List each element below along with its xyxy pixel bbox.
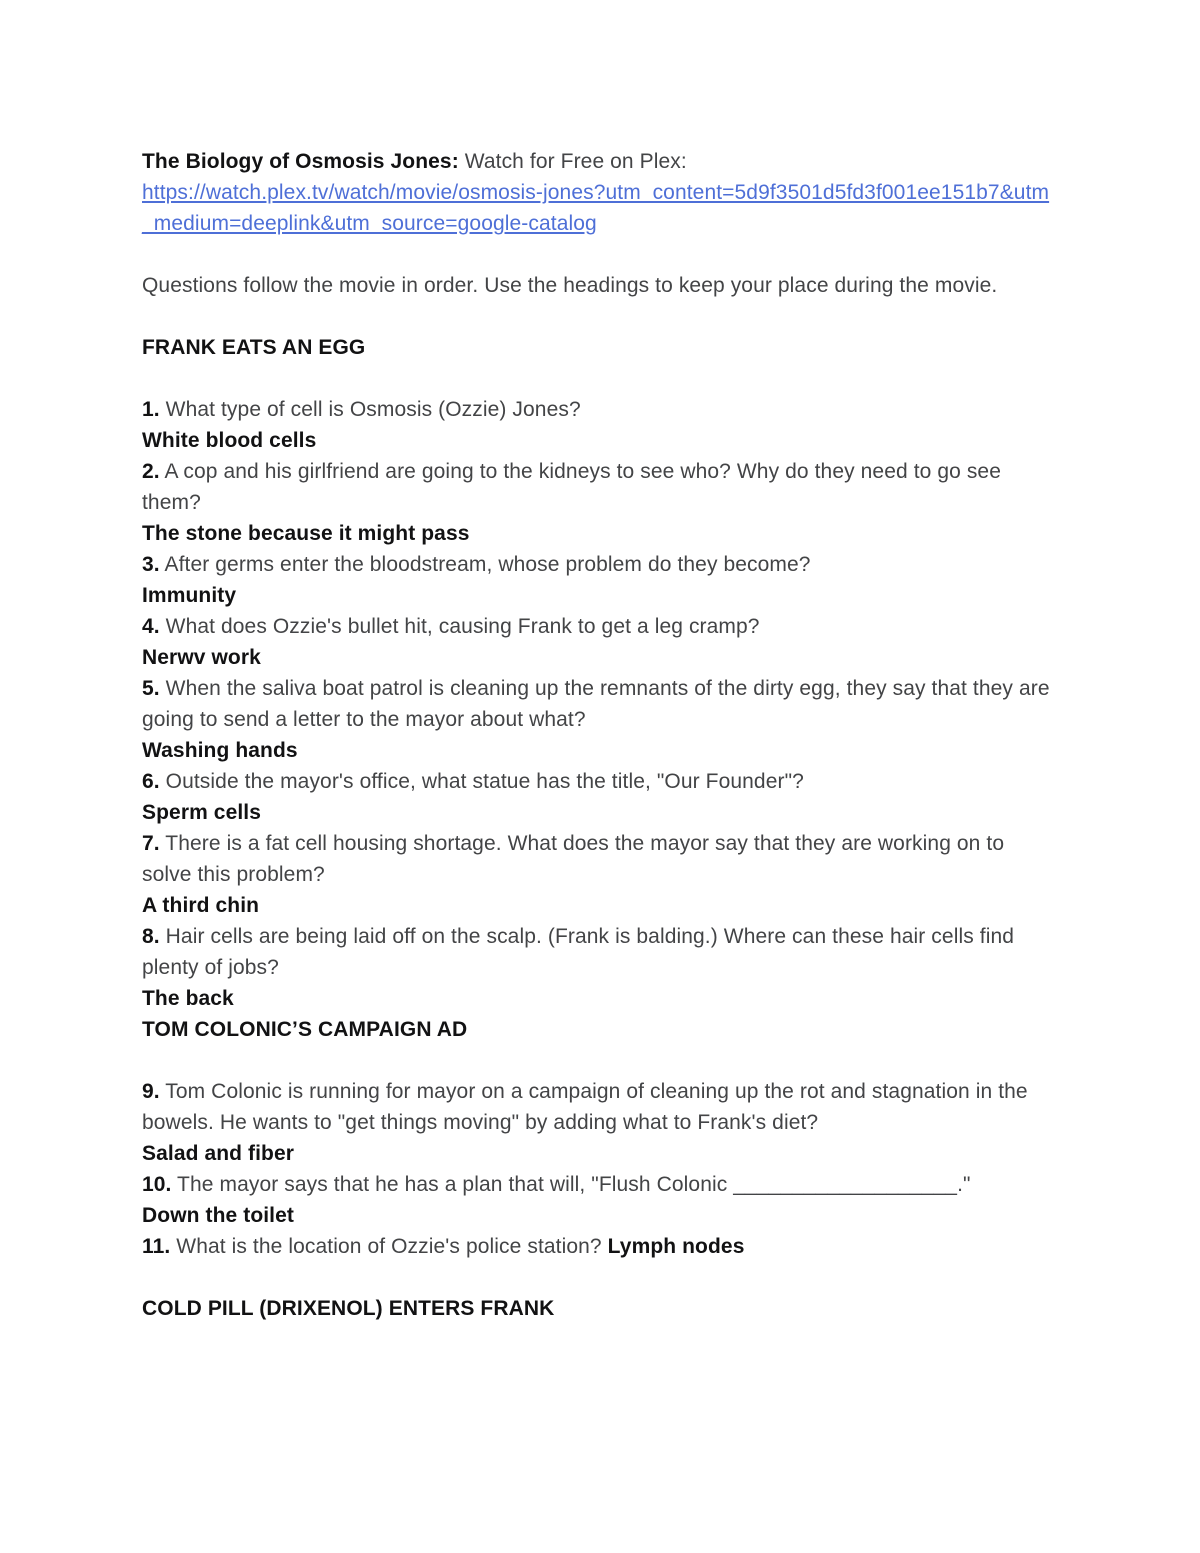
body-text: Hair cells are being laid off on the scalp. (Frank is balding.) Where can these hair cells find plenty of jobs? [142, 925, 1020, 979]
bold-text: 1. [142, 398, 160, 421]
bold-text: 8. [142, 925, 160, 948]
bold-text: The stone because it might pass [142, 522, 470, 545]
bold-text: The back [142, 987, 234, 1010]
bold-text: 7. [142, 832, 160, 855]
body-text: What is the location of Ozzie's police station? [170, 1235, 608, 1258]
bold-text: 10. [142, 1173, 172, 1196]
section-heading-line [142, 1014, 1058, 1045]
body-text: There is a fat cell housing shortage. What does the mayor say that they are working on to solve this problem? [142, 832, 1011, 886]
blank-line [142, 301, 1058, 332]
bold-text: Lymph nodes [607, 1235, 745, 1258]
bold-text: 6. [142, 770, 160, 793]
question-line [142, 456, 1058, 518]
blank-line [142, 1045, 1058, 1076]
blank-line [142, 1262, 1058, 1293]
bold-text: Immunity [142, 584, 237, 607]
bold-text: White blood cells [142, 429, 317, 452]
question-line [142, 766, 1058, 797]
question-line [142, 921, 1058, 983]
answer-line [142, 983, 1058, 1014]
bold-text: COLD PILL (DRIXENOL) ENTERS FRANK [142, 1297, 555, 1320]
body-text: Watch for Free on Plex: [458, 150, 687, 173]
question-line [142, 611, 1058, 642]
document-body [142, 146, 1058, 1324]
question-line [142, 673, 1058, 735]
bold-text: Down the toilet [142, 1204, 294, 1227]
answer-line [142, 797, 1058, 828]
title-line [142, 146, 1058, 177]
body-text: After germs enter the bloodstream, whose problem do they become? [159, 553, 811, 576]
bold-text: Salad and fiber [142, 1142, 295, 1165]
question-line [142, 1231, 1058, 1262]
bold-text: Washing hands [142, 739, 298, 762]
answer-line [142, 735, 1058, 766]
answer-line [142, 518, 1058, 549]
answer-line [142, 642, 1058, 673]
plex-movie-link[interactable]: https://watch.plex.tv/watch/movie/osmosis-jones?utm_content=5d9f3501d5fd3f001ee151b7&utm_medium=deeplink&utm_source=google-catalog [142, 181, 1050, 235]
body-text: Tom Colonic is running for mayor on a campaign of cleaning up the rot and stagnation in the bowels. He wants to "get things moving" by adding what to Frank's diet? [142, 1080, 1034, 1134]
question-line [142, 1169, 1058, 1200]
answer-line [142, 1200, 1058, 1231]
body-text: Questions follow the movie in order. Use the headings to keep your place during the movie. [142, 274, 998, 297]
answer-line [142, 1138, 1058, 1169]
body-text: What does Ozzie's bullet hit, causing Frank to get a leg cramp? [159, 615, 760, 638]
answer-line [142, 580, 1058, 611]
bold-text: 2. [142, 460, 160, 483]
intro-line [142, 270, 1058, 301]
link-line [142, 177, 1058, 239]
body-text: The mayor says that he has a plan that will, "Flush Colonic ___________________." [171, 1173, 971, 1196]
body-text: What type of cell is Osmosis (Ozzie) Jones? [159, 398, 581, 421]
bold-text: 4. [142, 615, 160, 638]
bold-text: 9. [142, 1080, 160, 1103]
bold-text: Sperm cells [142, 801, 261, 824]
bold-text: 11. [142, 1235, 171, 1258]
blank-line [142, 239, 1058, 270]
question-line [142, 549, 1058, 580]
section-heading-line [142, 1293, 1058, 1324]
question-line [142, 828, 1058, 890]
blank-line [142, 363, 1058, 394]
answer-line [142, 425, 1058, 456]
question-line [142, 394, 1058, 425]
section-heading-line [142, 332, 1058, 363]
body-text: A cop and his girlfriend are going to the kidneys to see who? Why do they need to go see them? [142, 460, 1007, 514]
body-text: When the saliva boat patrol is cleaning up the remnants of the dirty egg, they say that they are going to send a letter to the mayor about what? [142, 677, 1056, 731]
bold-text: 5. [142, 677, 160, 700]
bold-text: A third chin [142, 894, 260, 917]
body-text: Outside the mayor's office, what statue has the title, "Our Founder"? [159, 770, 804, 793]
answer-line [142, 890, 1058, 921]
bold-text: 3. [142, 553, 160, 576]
bold-text: Nerwv work [142, 646, 261, 669]
question-line [142, 1076, 1058, 1138]
bold-text: The Biology of Osmosis Jones: [142, 150, 459, 173]
bold-text: FRANK EATS AN EGG [142, 336, 366, 359]
bold-text: TOM COLONIC’S CAMPAIGN AD [142, 1018, 468, 1041]
